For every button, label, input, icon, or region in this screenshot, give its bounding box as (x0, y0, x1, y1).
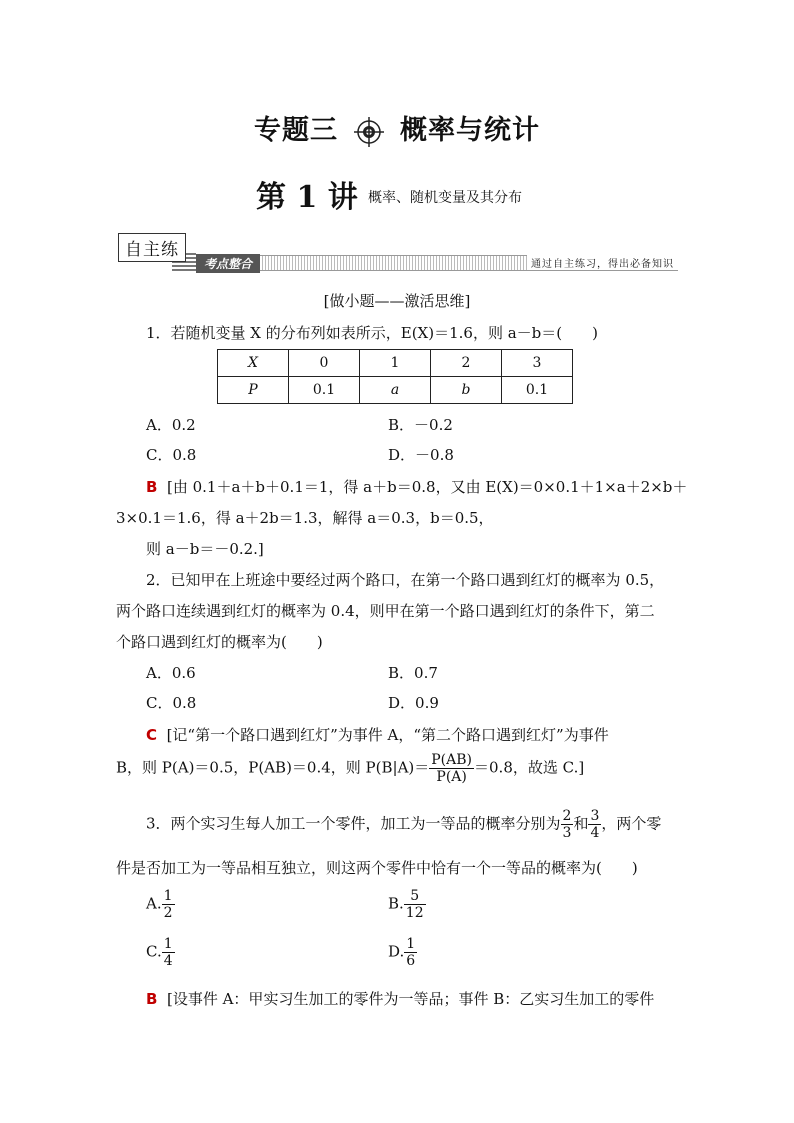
table-cell: 0.1 (289, 377, 360, 404)
q3-option-d (388, 936, 417, 969)
table-row (218, 350, 573, 377)
banner-points: 考点整合 (196, 254, 260, 273)
fraction-numerator: 1 (163, 888, 173, 904)
fraction-numerator: 1 (163, 936, 173, 952)
q3-solution-line1 (146, 988, 654, 1009)
table-cell: 0.1 (502, 377, 573, 404)
lecture-title: 概率、随机变量及其分布 (368, 190, 522, 206)
table-cell: a (360, 377, 431, 404)
q2-stem-line2: 两个路口连续遇到红灯的概率为 0.4，则甲在第一个路口遇到红灯的条件下，第二 (116, 602, 655, 620)
q3-answer: B (146, 990, 158, 1008)
q1-option-a: A．0.2 (146, 416, 196, 434)
q3-stem-text1b: ，两个零 (601, 814, 662, 833)
q2-solution-text2a: B，则 P(A)＝0.5，P(AB)＝0.4，则 P(B|A)＝ (116, 758, 430, 777)
q1-option-c: C．0.8 (146, 446, 197, 464)
q3-and: 和 (573, 814, 589, 833)
option-fraction (404, 936, 417, 969)
lecture-number: 第 1 讲 (256, 180, 358, 215)
section-title: [做小题——激活思维] (323, 292, 471, 310)
q2-solution-line2 (116, 752, 584, 785)
table-cell: 0 (289, 350, 360, 377)
prob-fraction-2 (588, 808, 601, 841)
topic-label: 专题三 (254, 115, 338, 146)
option-fraction (404, 888, 426, 921)
q2-answer: C (146, 726, 158, 744)
fraction-denominator: 2 (163, 905, 173, 921)
q1-solution-line1 (146, 476, 687, 497)
fraction-denominator: 12 (405, 905, 424, 921)
q3-option-b (388, 888, 426, 921)
q1-solution-line3: 则 a－b＝－0.2.] (146, 540, 264, 558)
q1-option-b: B．－0.2 (388, 416, 453, 434)
option-label: C. (146, 942, 162, 961)
q3-stem-text1a: 3．两个实习生每人加工一个零件，加工为一等品的概率分别为 (146, 814, 561, 833)
fraction-numerator: P(AB) (431, 752, 473, 768)
q2-option-b: B．0.7 (388, 664, 438, 682)
fraction-denominator: P(A) (436, 769, 467, 785)
distribution-table (217, 349, 573, 404)
q3-option-c (146, 936, 175, 969)
fraction-numerator: 5 (404, 888, 426, 905)
table-row (218, 377, 573, 404)
fraction-denominator: 4 (590, 825, 600, 841)
q1-stem: 1．若随机变量 X 的分布列如表所示，E(X)＝1.6，则 a－b＝( ) (146, 324, 598, 342)
q2-stem-line3: 个路口遇到红灯的概率为( ) (116, 633, 323, 651)
q1-solution-line2: 3×0.1＝1.6，得 a＋2b＝1.3，解得 a＝0.3，b＝0.5， (116, 509, 494, 527)
q1-option-d: D．－0.8 (388, 446, 454, 464)
option-label: B. (388, 894, 404, 913)
banner-note: 通过自主练习，得出必备知识 (527, 255, 678, 270)
q2-option-c: C．0.8 (146, 694, 197, 712)
q2-option-d: D．0.9 (388, 694, 439, 712)
target-icon (354, 117, 384, 147)
q2-solution-text2b: ＝0.8，故选 C.] (474, 758, 585, 777)
q2-stem-line1: 2．已知甲在上班途中要经过两个路口，在第一个路口遇到红灯的概率为 0.5， (146, 571, 665, 589)
fraction-numerator: 1 (406, 936, 416, 952)
q3-stem-line2: 件是否加工为一等品相互独立，则这两个零件中恰有一个一等品的概率为( ) (116, 859, 638, 877)
q2-option-a: A．0.6 (146, 664, 196, 682)
table-cell: 2 (431, 350, 502, 377)
prob-fraction-1 (561, 808, 574, 841)
option-fraction (162, 888, 175, 921)
table-cell: 3 (502, 350, 573, 377)
fraction-denominator: 4 (163, 953, 173, 969)
table-cell: X (218, 350, 289, 377)
fraction-denominator: 6 (406, 953, 416, 969)
topic-name: 概率与统计 (400, 115, 540, 146)
table-cell: P (218, 377, 289, 404)
table-cell: b (431, 377, 502, 404)
fraction-denominator: 3 (562, 825, 572, 841)
q3-option-a (146, 888, 175, 921)
option-label: D. (388, 942, 405, 961)
fraction-numerator: 2 (562, 808, 572, 824)
q2-solution-line1 (146, 724, 609, 745)
q1-answer: B (146, 478, 158, 496)
banner-self-practice: 自主练 (118, 233, 186, 262)
q1-solution-text1: [由 0.1＋a＋b＋0.1＝1，得 a＋b＝0.8，又由 E(X)＝0×0.1＋1×a＋2×b＋ (166, 478, 688, 496)
table-cell: 1 (360, 350, 431, 377)
q2-solution-text1: [记“第一个路口遇到红灯”为事件 A，“第二个路口遇到红灯”为事件 (166, 726, 609, 744)
conditional-prob-fraction (429, 752, 474, 785)
fraction-numerator: 3 (590, 808, 600, 824)
q3-solution-text: [设事件 A：甲实习生加工的零件为一等品；事件 B：乙实习生加工的零件 (166, 990, 655, 1008)
option-label: A. (146, 894, 162, 913)
option-fraction (162, 936, 175, 969)
section-banner (118, 233, 678, 275)
q3-stem-line1 (146, 808, 661, 841)
topic-title (0, 108, 794, 147)
